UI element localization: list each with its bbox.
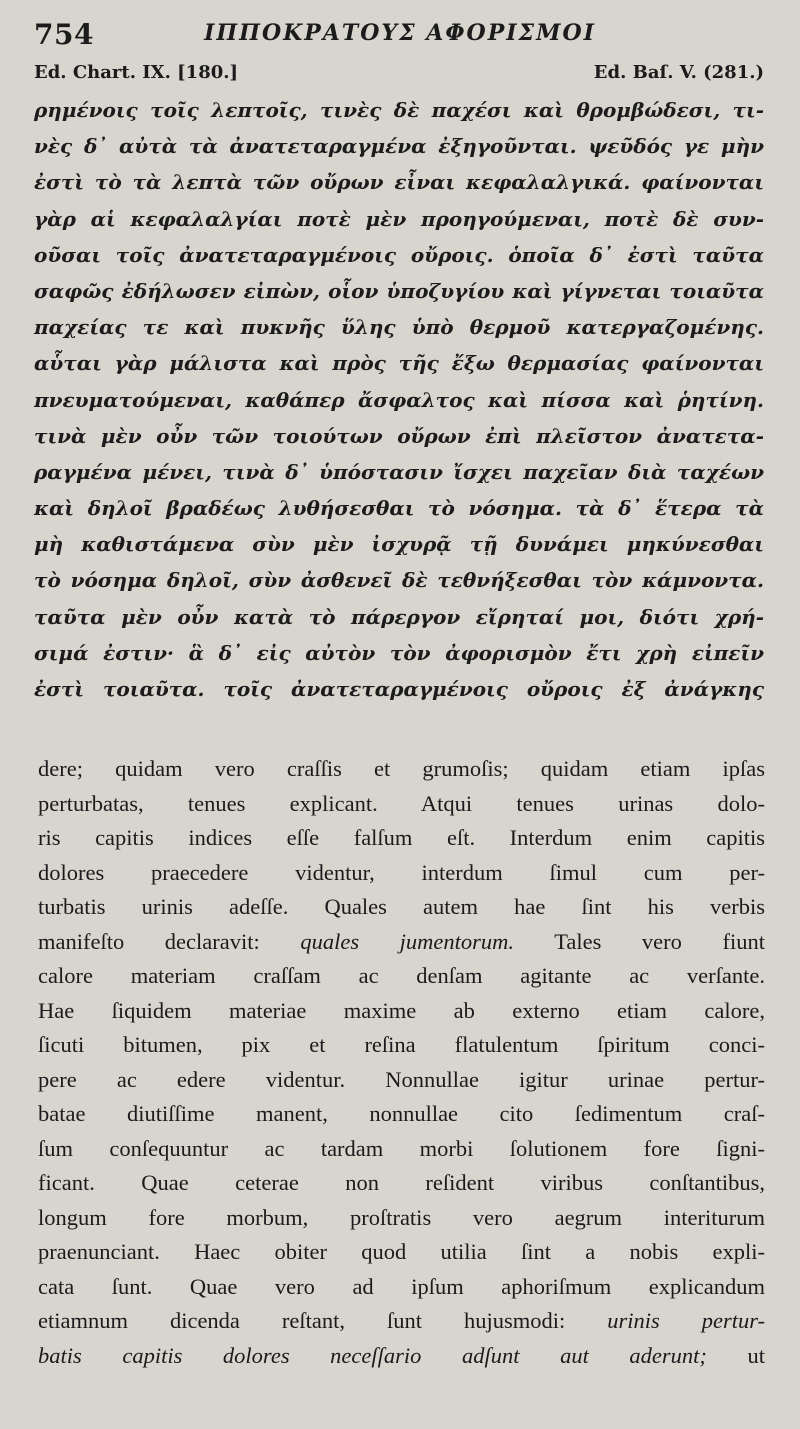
text-segment: perturbatas, tenues explicant. Atqui tenues urinas dolo-	[38, 790, 765, 816]
greek-text-line: αὗται γὰρ μάλιστα καὶ πρὸς τῆς ἔξω θερμασίας φαίνονται	[34, 351, 764, 376]
greek-text-line: οῦσαι τοῖς ἀνατεταραγμένοις οὔροις. ὁποῖα δ᾽ ἐστὶ ταῦτα	[34, 242, 764, 267]
italic-text-segment: urinis pertur-	[607, 1308, 766, 1333]
greek-text-line: ραγμένα μένει, τινὰ δ᾽ ὑπόστασιν ἴσχει παχεῖαν διὰ ταχέων	[34, 459, 764, 484]
edition-reference-line	[34, 62, 764, 83]
greek-text-line: σαφῶς ἐδήλωσεν εἰπὼν, οἷον ὑποζυγίου καὶ γίγνεται τοιαῦτα	[34, 278, 764, 303]
text-segment: Tales vero fiunt	[514, 928, 765, 954]
text-segment: Hae ſiquidem materiae maxime ab externo etiam calore,	[38, 997, 765, 1023]
greek-text-block	[34, 92, 764, 707]
latin-text-line	[38, 1097, 765, 1132]
latin-text-line	[38, 1166, 765, 1201]
text-segment: praenunciant. Haec obiter quod utilia ſint a nobis expli-	[38, 1239, 765, 1264]
text-segment: etiamnum dicenda reſtant, ſunt hujusmodi:	[38, 1308, 608, 1333]
greek-text-line: τινὰ μὲν οὖν τῶν τοιούτων οὔρων ἐπὶ πλεῖστον ἀνατετα-	[34, 423, 764, 448]
text-segment: ſum conſequuntur ac tardam morbi ſolutionem fore ſigni-	[38, 1135, 765, 1161]
latin-text-line	[38, 925, 765, 960]
latin-text-line	[38, 994, 765, 1029]
text-segment: turbatis urinis adeſſe. Quales autem hae ſint his verbis	[38, 894, 765, 919]
latin-text-line	[38, 959, 765, 994]
latin-text-line	[38, 1339, 765, 1374]
text-segment: cata ſunt. Quae vero ad ipſum aphoriſmum explicandum	[38, 1273, 765, 1299]
greek-text-line: γὰρ αἱ κεφαλαλγίαι ποτὲ μὲν προηγούμεναι, ποτὲ δὲ συν-	[34, 206, 764, 231]
running-title: ΙΠΠΟΚΡΑΤΟΥΣ ΑΦΟΡΙΣΜΟΙ	[204, 20, 596, 46]
text-segment: calore materiam craſſam ac denſam agitante ac verſante.	[38, 963, 765, 988]
edition-basel-reference: Ed. Baſ. V. (281.)	[593, 62, 764, 83]
latin-text-line	[38, 787, 765, 822]
text-segment: manifeſto declaravit:	[38, 928, 301, 954]
text-segment: batae diutiſſime manent, nonnullae cito ſedimentum craſ-	[38, 1101, 765, 1126]
latin-text-line	[38, 752, 765, 787]
latin-text-line	[38, 1201, 765, 1236]
greek-text-line: καὶ δηλοῖ βραδέως λυθήσεσθαι τὸ νόσημα. τὰ δ᾽ ἕτερα τὰ	[34, 496, 764, 521]
greek-text-line: παχείας τε καὶ πυκνῆς ὕλης ὑπὸ θερμοῦ κατεργαζομένης.	[34, 315, 764, 340]
latin-text-line	[38, 821, 765, 856]
text-segment: ris capitis indices eſſe falſum eſt. Interdum enim capitis	[38, 825, 765, 850]
greek-text-line: ταῦτα μὲν οὖν κατὰ τὸ πάρεργον εἴρηταί μοι, διότι χρή-	[34, 604, 764, 629]
latin-text-line	[38, 1028, 765, 1063]
text-segment: ficant. Quae ceterae non reſident viribus conſtantibus,	[38, 1170, 765, 1195]
edition-chart-reference: Ed. Chart. IX. [180.]	[34, 62, 239, 83]
latin-text-line	[38, 856, 765, 891]
text-segment: ut	[706, 1342, 765, 1368]
latin-text-line	[38, 1270, 765, 1305]
latin-text-line	[38, 1132, 765, 1167]
latin-text-line	[38, 1235, 765, 1270]
greek-text-line: νὲς δ᾽ αὐτὰ τὰ ἀνατεταραγμένα ἐξηγοῦνται. ψεῦδός γε μὴν	[34, 134, 764, 159]
text-segment: longum fore morbum, proſtratis vero aegrum interiturum	[38, 1204, 765, 1230]
greek-text-line: πνευματούμεναι, καθάπερ ἄσφαλτος καὶ πίσσα καὶ ῥητίνη.	[34, 387, 764, 412]
italic-text-segment: quales jumentorum.	[300, 928, 515, 954]
italic-text-segment: batis capitis dolores neceſſario adſunt aut aderunt;	[38, 1342, 707, 1368]
text-segment: ſicuti bitumen, pix et reſina flatulentum ſpiritum conci-	[38, 1032, 765, 1057]
text-segment: dere; quidam vero craſſis et grumoſis; quidam etiam ipſas	[38, 756, 765, 781]
latin-text-block	[38, 752, 765, 1373]
page-number: 754	[34, 18, 94, 51]
greek-text-line: μὴ καθιστάμενα σὺν μὲν ἰσχυρᾷ τῇ δυνάμει μηκύνεσθαι	[34, 532, 764, 557]
greek-text-line: ἐστὶ τοιαῦτα. τοῖς ἀνατεταραγμένοις οὔροις ἐξ ἀνάγκης	[34, 677, 764, 701]
latin-text-line	[38, 1304, 765, 1339]
text-segment: pere ac edere videntur. Nonnullae igitur urinae pertur-	[38, 1066, 765, 1092]
latin-text-line	[38, 1063, 765, 1098]
latin-text-line	[38, 890, 765, 925]
greek-text-line: τὸ νόσημα δηλοῖ, σὺν ἀσθενεῖ δὲ τεθνήξεσθαι τὸν κάμνοντα.	[34, 568, 764, 593]
greek-text-line: ρημένοις τοῖς λεπτοῖς, τινὲς δὲ παχέσι καὶ θρομβώδεσι, τι-	[34, 98, 764, 122]
greek-text-line: ἐστὶ τὸ τὰ λεπτὰ τῶν οὔρων εἶναι κεφαλαλγικά. φαίνονται	[34, 170, 764, 195]
greek-text-line: σιμά ἐστιν· ἃ δ᾽ εἰς αὐτὸν τὸν ἀφορισμὸν ἔτι χρὴ εἰπεῖν	[34, 640, 764, 665]
text-segment: dolores praecedere videntur, interdum ſimul cum per-	[38, 859, 765, 885]
